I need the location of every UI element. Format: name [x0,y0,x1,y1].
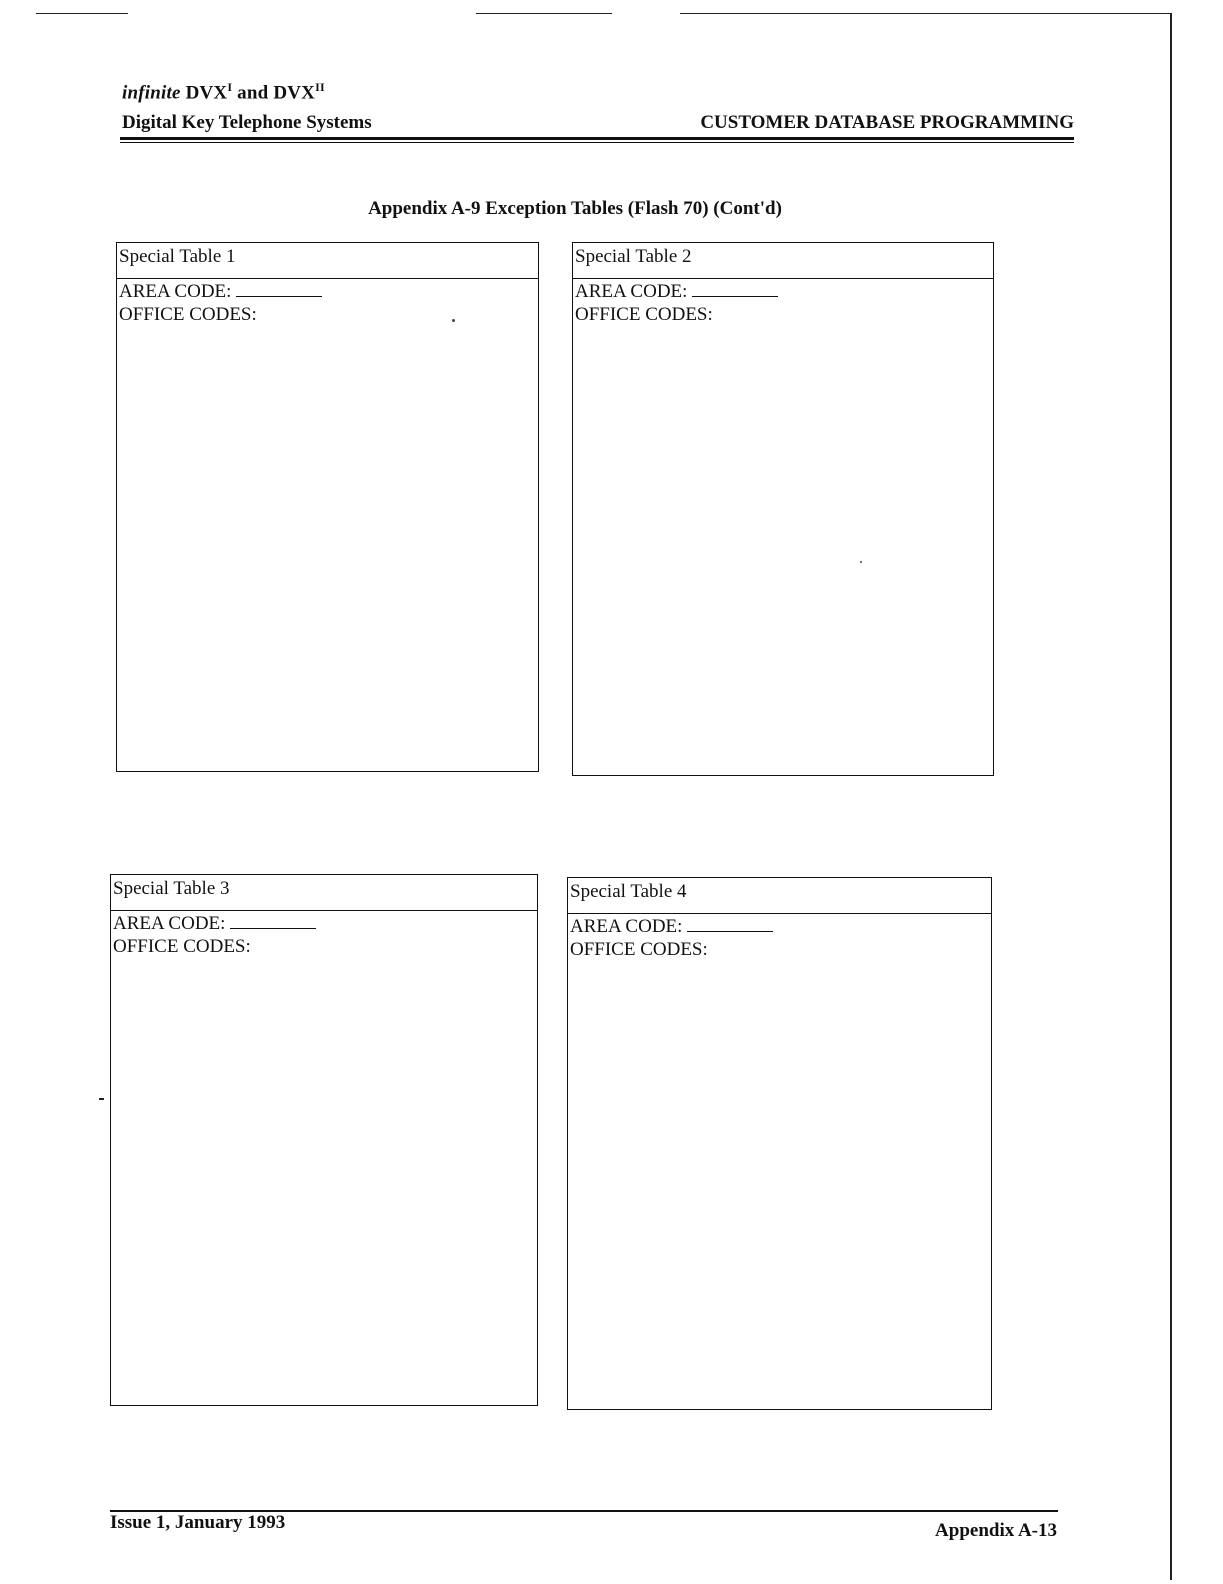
scan-top-line-3 [680,13,1172,14]
product-version-2: II [315,80,325,94]
scan-margin-mark [99,1098,104,1100]
office-codes-label: OFFICE CODES: [570,939,708,960]
header-section: CUSTOMER DATABASE PROGRAMMING [700,112,1074,133]
table-body [117,279,538,326]
header-product-title [122,80,325,104]
footer-issue: Issue 1, January 1993 [110,1512,286,1533]
product-name: DVX [185,82,228,104]
scan-right-edge [1170,14,1172,1580]
area-code-field[interactable] [687,915,773,932]
product-joiner: and DVX [237,82,316,104]
area-code-row [119,280,538,303]
scan-top-line-2 [476,13,612,14]
area-code-row [570,915,991,938]
area-code-row [575,280,993,303]
area-code-field[interactable] [692,280,778,297]
table-body [111,911,537,958]
office-codes-label: OFFICE CODES: [575,304,713,325]
special-table-1 [116,242,539,772]
header-subtitle: Digital Key Telephone Systems [122,112,372,133]
table-title: Special Table 4 [568,878,991,914]
area-code-row [113,912,537,935]
brand-name: infinite [122,82,181,104]
header-rule [120,137,1074,140]
office-codes-label: OFFICE CODES: [113,936,251,957]
table-body [568,914,991,961]
table-title: Special Table 2 [573,243,993,279]
area-code-label: AREA CODE: [575,281,688,302]
product-version-1: I [227,80,233,94]
area-code-field[interactable] [230,912,316,929]
table-title: Special Table 3 [111,875,537,911]
special-table-2 [572,242,994,776]
area-code-label: AREA CODE: [570,916,683,937]
special-table-3 [110,874,538,1406]
area-code-label: AREA CODE: [113,913,226,934]
header-rule-thin [120,142,1074,143]
office-codes-label: OFFICE CODES: [119,304,257,325]
scan-top-line-1 [36,13,128,14]
special-table-4 [567,877,992,1410]
area-code-label: AREA CODE: [119,281,232,302]
table-title: Special Table 1 [117,243,538,279]
table-body [573,279,993,326]
area-code-field[interactable] [236,280,322,297]
footer-page-number: Appendix A-13 [935,1520,1057,1541]
appendix-title: Appendix A-9 Exception Tables (Flash 70) (Cont'd) [368,198,782,219]
